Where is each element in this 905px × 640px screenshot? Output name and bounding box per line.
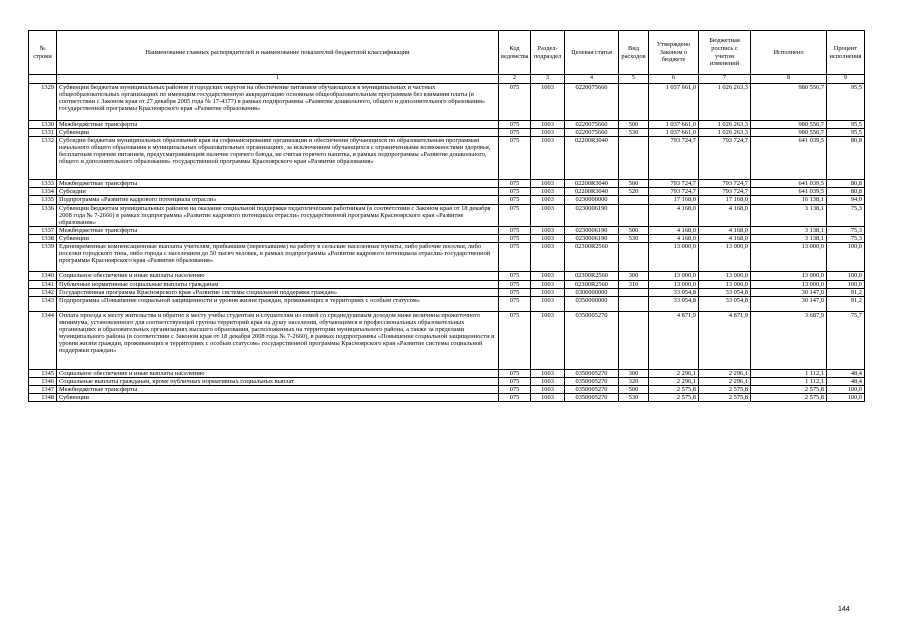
row-number: 1338 — [29, 234, 57, 242]
section-code: 1003 — [531, 196, 565, 204]
budget-list-amount: 33 054,8 — [699, 296, 751, 311]
section-code: 1003 — [531, 136, 565, 180]
row-number: 1347 — [29, 385, 57, 393]
target-article: 0350005270 — [565, 369, 619, 377]
header-department-code: Код ведомства — [499, 31, 531, 75]
column-number-row — [29, 75, 865, 84]
row-number: 1332 — [29, 136, 57, 180]
expense-type: 500 — [619, 385, 649, 393]
executed-amount: 1 112,1 — [751, 377, 827, 385]
execution-percent: 91,2 — [827, 296, 865, 311]
execution-percent: 100,0 — [827, 385, 865, 393]
executed-amount: 13 000,0 — [751, 280, 827, 288]
table-row — [29, 234, 865, 242]
approved-amount: 793 724,7 — [649, 136, 699, 180]
row-number: 1344 — [29, 311, 57, 369]
approved-amount: 2 296,1 — [649, 369, 699, 377]
budget-list-amount: 793 724,7 — [699, 180, 751, 188]
execution-percent: 91,2 — [827, 288, 865, 296]
budget-list-amount: 1 026 263,3 — [699, 120, 751, 128]
department-code: 075 — [499, 180, 531, 188]
page-number: 144 — [838, 606, 850, 613]
execution-percent: 95,5 — [827, 84, 865, 121]
budget-list-amount: 2 296,1 — [699, 369, 751, 377]
section-code: 1003 — [531, 180, 565, 188]
row-name: Субвенции — [57, 128, 499, 136]
section-code: 1003 — [531, 188, 565, 196]
header-name: Наименование главных распорядителей и наименование показателей бюджетной классификации — [57, 31, 499, 75]
approved-amount: 1 037 661,0 — [649, 84, 699, 121]
expense-type: 300 — [619, 369, 649, 377]
execution-percent: 100,0 — [827, 272, 865, 280]
target-article: 0230006190 — [565, 226, 619, 234]
table-header-row — [29, 31, 865, 75]
execution-percent: 80,8 — [827, 180, 865, 188]
row-name: Субвенции — [57, 234, 499, 242]
row-name: Единовременные компенсационные выплаты учителям, прибывшим (переехавшим) на работу в сельские населенные пункты, либо рабочие поселки, либо поселки городского типа, либо города с населением до 50 тысяч человек, в рамках подпрограммы «Развитие кадрового потенциала отрасли» государственной программы Красноярского края «Развитие образования» — [57, 243, 499, 272]
department-code: 075 — [499, 84, 531, 121]
row-number: 1339 — [29, 243, 57, 272]
section-code: 1003 — [531, 243, 565, 272]
expense-type: 530 — [619, 393, 649, 401]
expense-type — [619, 84, 649, 121]
table-row — [29, 180, 865, 188]
execution-percent: 100,0 — [827, 393, 865, 401]
department-code: 075 — [499, 369, 531, 377]
approved-amount: 4 871,9 — [649, 311, 699, 369]
row-number: 1341 — [29, 280, 57, 288]
expense-type: 320 — [619, 377, 649, 385]
row-number: 1345 — [29, 369, 57, 377]
execution-percent: 95,5 — [827, 120, 865, 128]
table-row — [29, 196, 865, 204]
header-percent: Процент исполнения — [827, 31, 865, 75]
approved-amount: 2 575,8 — [649, 385, 699, 393]
header-approved: Утверждено Законом о бюджете — [649, 31, 699, 75]
executed-amount: 30 147,0 — [751, 288, 827, 296]
header-expense-type: Вид расходов — [619, 31, 649, 75]
approved-amount: 17 168,0 — [649, 196, 699, 204]
target-article: 0230000000 — [565, 196, 619, 204]
row-name: Подпрограмма «Повышение социальной защищенности и уровня жизни граждан, проживающих в территориях с особым статусом» — [57, 296, 499, 311]
header-executed: Исполнено — [751, 31, 827, 75]
executed-amount: 3 138,1 — [751, 204, 827, 226]
execution-percent: 48,4 — [827, 377, 865, 385]
row-name: Межбюджетные трансферты — [57, 120, 499, 128]
budget-list-amount: 13 000,0 — [699, 243, 751, 272]
approved-amount: 2 296,1 — [649, 377, 699, 385]
expense-type: 500 — [619, 226, 649, 234]
approved-amount: 1 037 661,0 — [649, 120, 699, 128]
budget-list-amount: 1 026 263,3 — [699, 84, 751, 121]
row-number: 1348 — [29, 393, 57, 401]
execution-percent: 80,8 — [827, 188, 865, 196]
row-number: 1329 — [29, 84, 57, 121]
executed-amount: 641 039,5 — [751, 136, 827, 180]
department-code: 075 — [499, 120, 531, 128]
execution-percent: 80,8 — [827, 136, 865, 180]
table-row — [29, 377, 865, 385]
header-section: Раздел-подраздел — [531, 31, 565, 75]
department-code: 075 — [499, 311, 531, 369]
expense-type: 300 — [619, 272, 649, 280]
execution-percent: 94,0 — [827, 196, 865, 204]
executed-amount: 980 556,7 — [751, 84, 827, 121]
table-row — [29, 288, 865, 296]
execution-percent: 100,0 — [827, 280, 865, 288]
executed-amount: 13 000,0 — [751, 272, 827, 280]
department-code: 075 — [499, 280, 531, 288]
row-number: 1336 — [29, 204, 57, 226]
row-name: Социальное обеспечение и иные выплаты населению — [57, 369, 499, 377]
department-code: 075 — [499, 128, 531, 136]
executed-amount: 641 039,5 — [751, 188, 827, 196]
row-number: 1335 — [29, 196, 57, 204]
section-code: 1003 — [531, 393, 565, 401]
row-name: Межбюджетные трансферты — [57, 226, 499, 234]
department-code: 075 — [499, 243, 531, 272]
department-code: 075 — [499, 188, 531, 196]
approved-amount: 1 037 661,0 — [649, 128, 699, 136]
budget-list-amount: 4 168,0 — [699, 226, 751, 234]
target-article: 0220075660 — [565, 84, 619, 121]
table-row — [29, 369, 865, 377]
executed-amount: 3 687,9 — [751, 311, 827, 369]
approved-amount: 4 168,0 — [649, 234, 699, 242]
section-code: 1003 — [531, 84, 565, 121]
row-name: Субвенции — [57, 393, 499, 401]
budget-list-amount: 4 168,0 — [699, 234, 751, 242]
column-number: 9 — [827, 75, 865, 84]
row-number: 1333 — [29, 180, 57, 188]
budget-list-amount: 4 168,0 — [699, 204, 751, 226]
budget-execution-table — [28, 30, 865, 402]
target-article: 02200R3040 — [565, 188, 619, 196]
section-code: 1003 — [531, 288, 565, 296]
table-row — [29, 226, 865, 234]
column-number: 4 — [565, 75, 619, 84]
expense-type — [619, 311, 649, 369]
table-row — [29, 272, 865, 280]
target-article: 02300R2560 — [565, 280, 619, 288]
target-article: 0350005270 — [565, 393, 619, 401]
department-code: 075 — [499, 204, 531, 226]
execution-percent: 100,0 — [827, 243, 865, 272]
row-number: 1331 — [29, 128, 57, 136]
executed-amount: 980 556,7 — [751, 120, 827, 128]
section-code: 1003 — [531, 120, 565, 128]
target-article: 0350005270 — [565, 377, 619, 385]
table-row — [29, 243, 865, 272]
section-code: 1003 — [531, 234, 565, 242]
budget-list-amount: 793 724,7 — [699, 136, 751, 180]
department-code: 075 — [499, 393, 531, 401]
target-article: 0220075660 — [565, 128, 619, 136]
section-code: 1003 — [531, 226, 565, 234]
execution-percent: 75,7 — [827, 311, 865, 369]
executed-amount: 3 138,1 — [751, 234, 827, 242]
budget-list-amount: 2 575,8 — [699, 393, 751, 401]
row-name: Социальные выплаты гражданам, кроме публичных нормативных социальных выплат — [57, 377, 499, 385]
budget-table-page — [28, 30, 864, 402]
execution-percent: 75,3 — [827, 226, 865, 234]
budget-list-amount: 33 054,8 — [699, 288, 751, 296]
approved-amount: 33 054,8 — [649, 296, 699, 311]
budget-list-amount: 2 296,1 — [699, 377, 751, 385]
executed-amount: 3 138,1 — [751, 226, 827, 234]
table-row — [29, 204, 865, 226]
target-article: 0220075660 — [565, 120, 619, 128]
budget-list-amount: 13 000,0 — [699, 272, 751, 280]
column-number: 7 — [699, 75, 751, 84]
execution-percent: 48,4 — [827, 369, 865, 377]
column-number: 2 — [499, 75, 531, 84]
execution-percent: 75,3 — [827, 234, 865, 242]
column-number — [29, 75, 57, 84]
executed-amount: 13 000,0 — [751, 243, 827, 272]
row-number: 1334 — [29, 188, 57, 196]
department-code: 075 — [499, 288, 531, 296]
section-code: 1003 — [531, 369, 565, 377]
target-article: 02300R2560 — [565, 272, 619, 280]
expense-type: 530 — [619, 234, 649, 242]
budget-list-amount: 2 575,8 — [699, 385, 751, 393]
executed-amount: 30 147,0 — [751, 296, 827, 311]
column-number: 6 — [649, 75, 699, 84]
approved-amount: 4 168,0 — [649, 226, 699, 234]
budget-list-amount: 4 871,9 — [699, 311, 751, 369]
column-number: 3 — [531, 75, 565, 84]
section-code: 1003 — [531, 311, 565, 369]
target-article: 02200R3040 — [565, 180, 619, 188]
row-number: 1342 — [29, 288, 57, 296]
row-number: 1340 — [29, 272, 57, 280]
target-article: 02300R2560 — [565, 243, 619, 272]
department-code: 075 — [499, 385, 531, 393]
department-code: 075 — [499, 196, 531, 204]
expense-type — [619, 196, 649, 204]
row-name: Субсидии — [57, 188, 499, 196]
approved-amount: 2 575,8 — [649, 393, 699, 401]
row-name: Публичные нормативные социальные выплаты гражданам — [57, 280, 499, 288]
column-number: 1 — [57, 75, 499, 84]
target-article: 0230006190 — [565, 234, 619, 242]
execution-percent: 95,5 — [827, 128, 865, 136]
executed-amount: 2 575,8 — [751, 393, 827, 401]
section-code: 1003 — [531, 128, 565, 136]
executed-amount: 980 556,7 — [751, 128, 827, 136]
row-name: Социальное обеспечение и иные выплаты населению — [57, 272, 499, 280]
expense-type: 310 — [619, 280, 649, 288]
section-code: 1003 — [531, 296, 565, 311]
department-code: 075 — [499, 136, 531, 180]
executed-amount: 16 138,1 — [751, 196, 827, 204]
budget-list-amount: 13 000,0 — [699, 280, 751, 288]
table-row — [29, 280, 865, 288]
execution-percent: 75,3 — [827, 204, 865, 226]
row-number: 1346 — [29, 377, 57, 385]
section-code: 1003 — [531, 272, 565, 280]
executed-amount: 1 112,1 — [751, 369, 827, 377]
section-code: 1003 — [531, 280, 565, 288]
approved-amount: 13 000,0 — [649, 272, 699, 280]
approved-amount: 4 168,0 — [649, 204, 699, 226]
column-number: 8 — [751, 75, 827, 84]
row-name: Оплата проезда к месту жительства и обратно к месту учебы студентам и слушателям из семей со среднедушевым доходом ниже величины прожиточного минимума, установленного для соответствующей группы территорий края на душу населения, обучающимся в профессиональных образовательных организациях и образовательных организациях высшего образования, расположенных на территории муниципального района, а также за пределами муниципального района (в соответствии с Законом края от 18 декабря 2008 года № 7-2660), в рамках подпрограммы «Повышение социальной защищенности и уровня жизни граждан, проживающих в территориях с особым статусом» государственной программы Красноярского края «Развитие системы социальной поддержки граждан» — [57, 311, 499, 369]
row-name: Субвенции бюджетам муниципальных районов на оказание социальной поддержки педагогическим работникам (в соответствии с Законом края от 18 декабря 2008 года № 7-2666) в рамках подпрограммы «Развитие кадрового потенциала отрасли» государственной программы Красноярского края «Развитие образования» — [57, 204, 499, 226]
table-row — [29, 311, 865, 369]
row-number: 1330 — [29, 120, 57, 128]
row-name: Государственная программа Красноярского края «Развитие системы социальной поддержки граждан» — [57, 288, 499, 296]
expense-type: 500 — [619, 180, 649, 188]
expense-type: 500 — [619, 120, 649, 128]
expense-type — [619, 136, 649, 180]
expense-type — [619, 243, 649, 272]
header-row-number: № строки — [29, 31, 57, 75]
department-code: 075 — [499, 377, 531, 385]
expense-type: 520 — [619, 188, 649, 196]
column-number: 5 — [619, 75, 649, 84]
budget-list-amount: 793 724,7 — [699, 188, 751, 196]
table-row — [29, 128, 865, 136]
expense-type — [619, 296, 649, 311]
target-article: 0350000000 — [565, 296, 619, 311]
department-code: 075 — [499, 226, 531, 234]
target-article: 0350005270 — [565, 311, 619, 369]
table-row — [29, 84, 865, 121]
section-code: 1003 — [531, 204, 565, 226]
table-row — [29, 136, 865, 180]
row-name: Субсидии бюджетам муниципальных образований края на софинансирование организации и обеспечения обучающихся по образовательным программам начального общего образования в муниципальных образовательных организациях, за исключением обучающихся с ограниченными возможностями здоровья, бесплатным горячим питанием, предусматривающим наличие горячего блюда, не считая горячего напитка, в рамках подпрограммы «Развитие дошкольного, общего и дополнительного образования» государственной программы Красноярского края «Развитие образования» — [57, 136, 499, 180]
row-name: Подпрограмма «Развитие кадрового потенциала отрасли» — [57, 196, 499, 204]
table-row — [29, 120, 865, 128]
expense-type — [619, 288, 649, 296]
section-code: 1003 — [531, 385, 565, 393]
target-article: 0350005270 — [565, 385, 619, 393]
table-row — [29, 296, 865, 311]
approved-amount: 33 054,8 — [649, 288, 699, 296]
target-article: 02200R3040 — [565, 136, 619, 180]
table-row — [29, 393, 865, 401]
department-code: 075 — [499, 272, 531, 280]
department-code: 075 — [499, 296, 531, 311]
budget-list-amount: 17 168,0 — [699, 196, 751, 204]
row-name: Межбюджетные трансферты — [57, 385, 499, 393]
target-article: 0230006190 — [565, 204, 619, 226]
table-row — [29, 188, 865, 196]
table-row — [29, 385, 865, 393]
row-name: Межбюджетные трансферты — [57, 180, 499, 188]
expense-type: 530 — [619, 128, 649, 136]
executed-amount: 641 039,5 — [751, 180, 827, 188]
header-budget-list: Бюджетная роспись с учетом изменений — [699, 31, 751, 75]
row-number: 1337 — [29, 226, 57, 234]
row-name: Субвенции бюджетам муниципальных районов и городских округов на обеспечение питанием обучающихся в муниципальных и частных общеобразовательных организациях по имеющим государственную аккредитацию основным общеобразовательным программам без взимания платы (в соответствии с Законом края от 27 декабря 2005 года № 17-4377) в рамках подпрограммы «Развитие дошкольного, общего и дополнительного образования» государственной программы Красноярского края «Развитие образования» — [57, 84, 499, 121]
section-code: 1003 — [531, 377, 565, 385]
header-target-article: Целевая статья — [565, 31, 619, 75]
approved-amount: 13 000,0 — [649, 243, 699, 272]
approved-amount: 793 724,7 — [649, 180, 699, 188]
approved-amount: 793 724,7 — [649, 188, 699, 196]
target-article: 0300000000 — [565, 288, 619, 296]
department-code: 075 — [499, 234, 531, 242]
budget-list-amount: 1 026 263,3 — [699, 128, 751, 136]
row-number: 1343 — [29, 296, 57, 311]
expense-type — [619, 204, 649, 226]
executed-amount: 2 575,8 — [751, 385, 827, 393]
approved-amount: 13 000,0 — [649, 280, 699, 288]
